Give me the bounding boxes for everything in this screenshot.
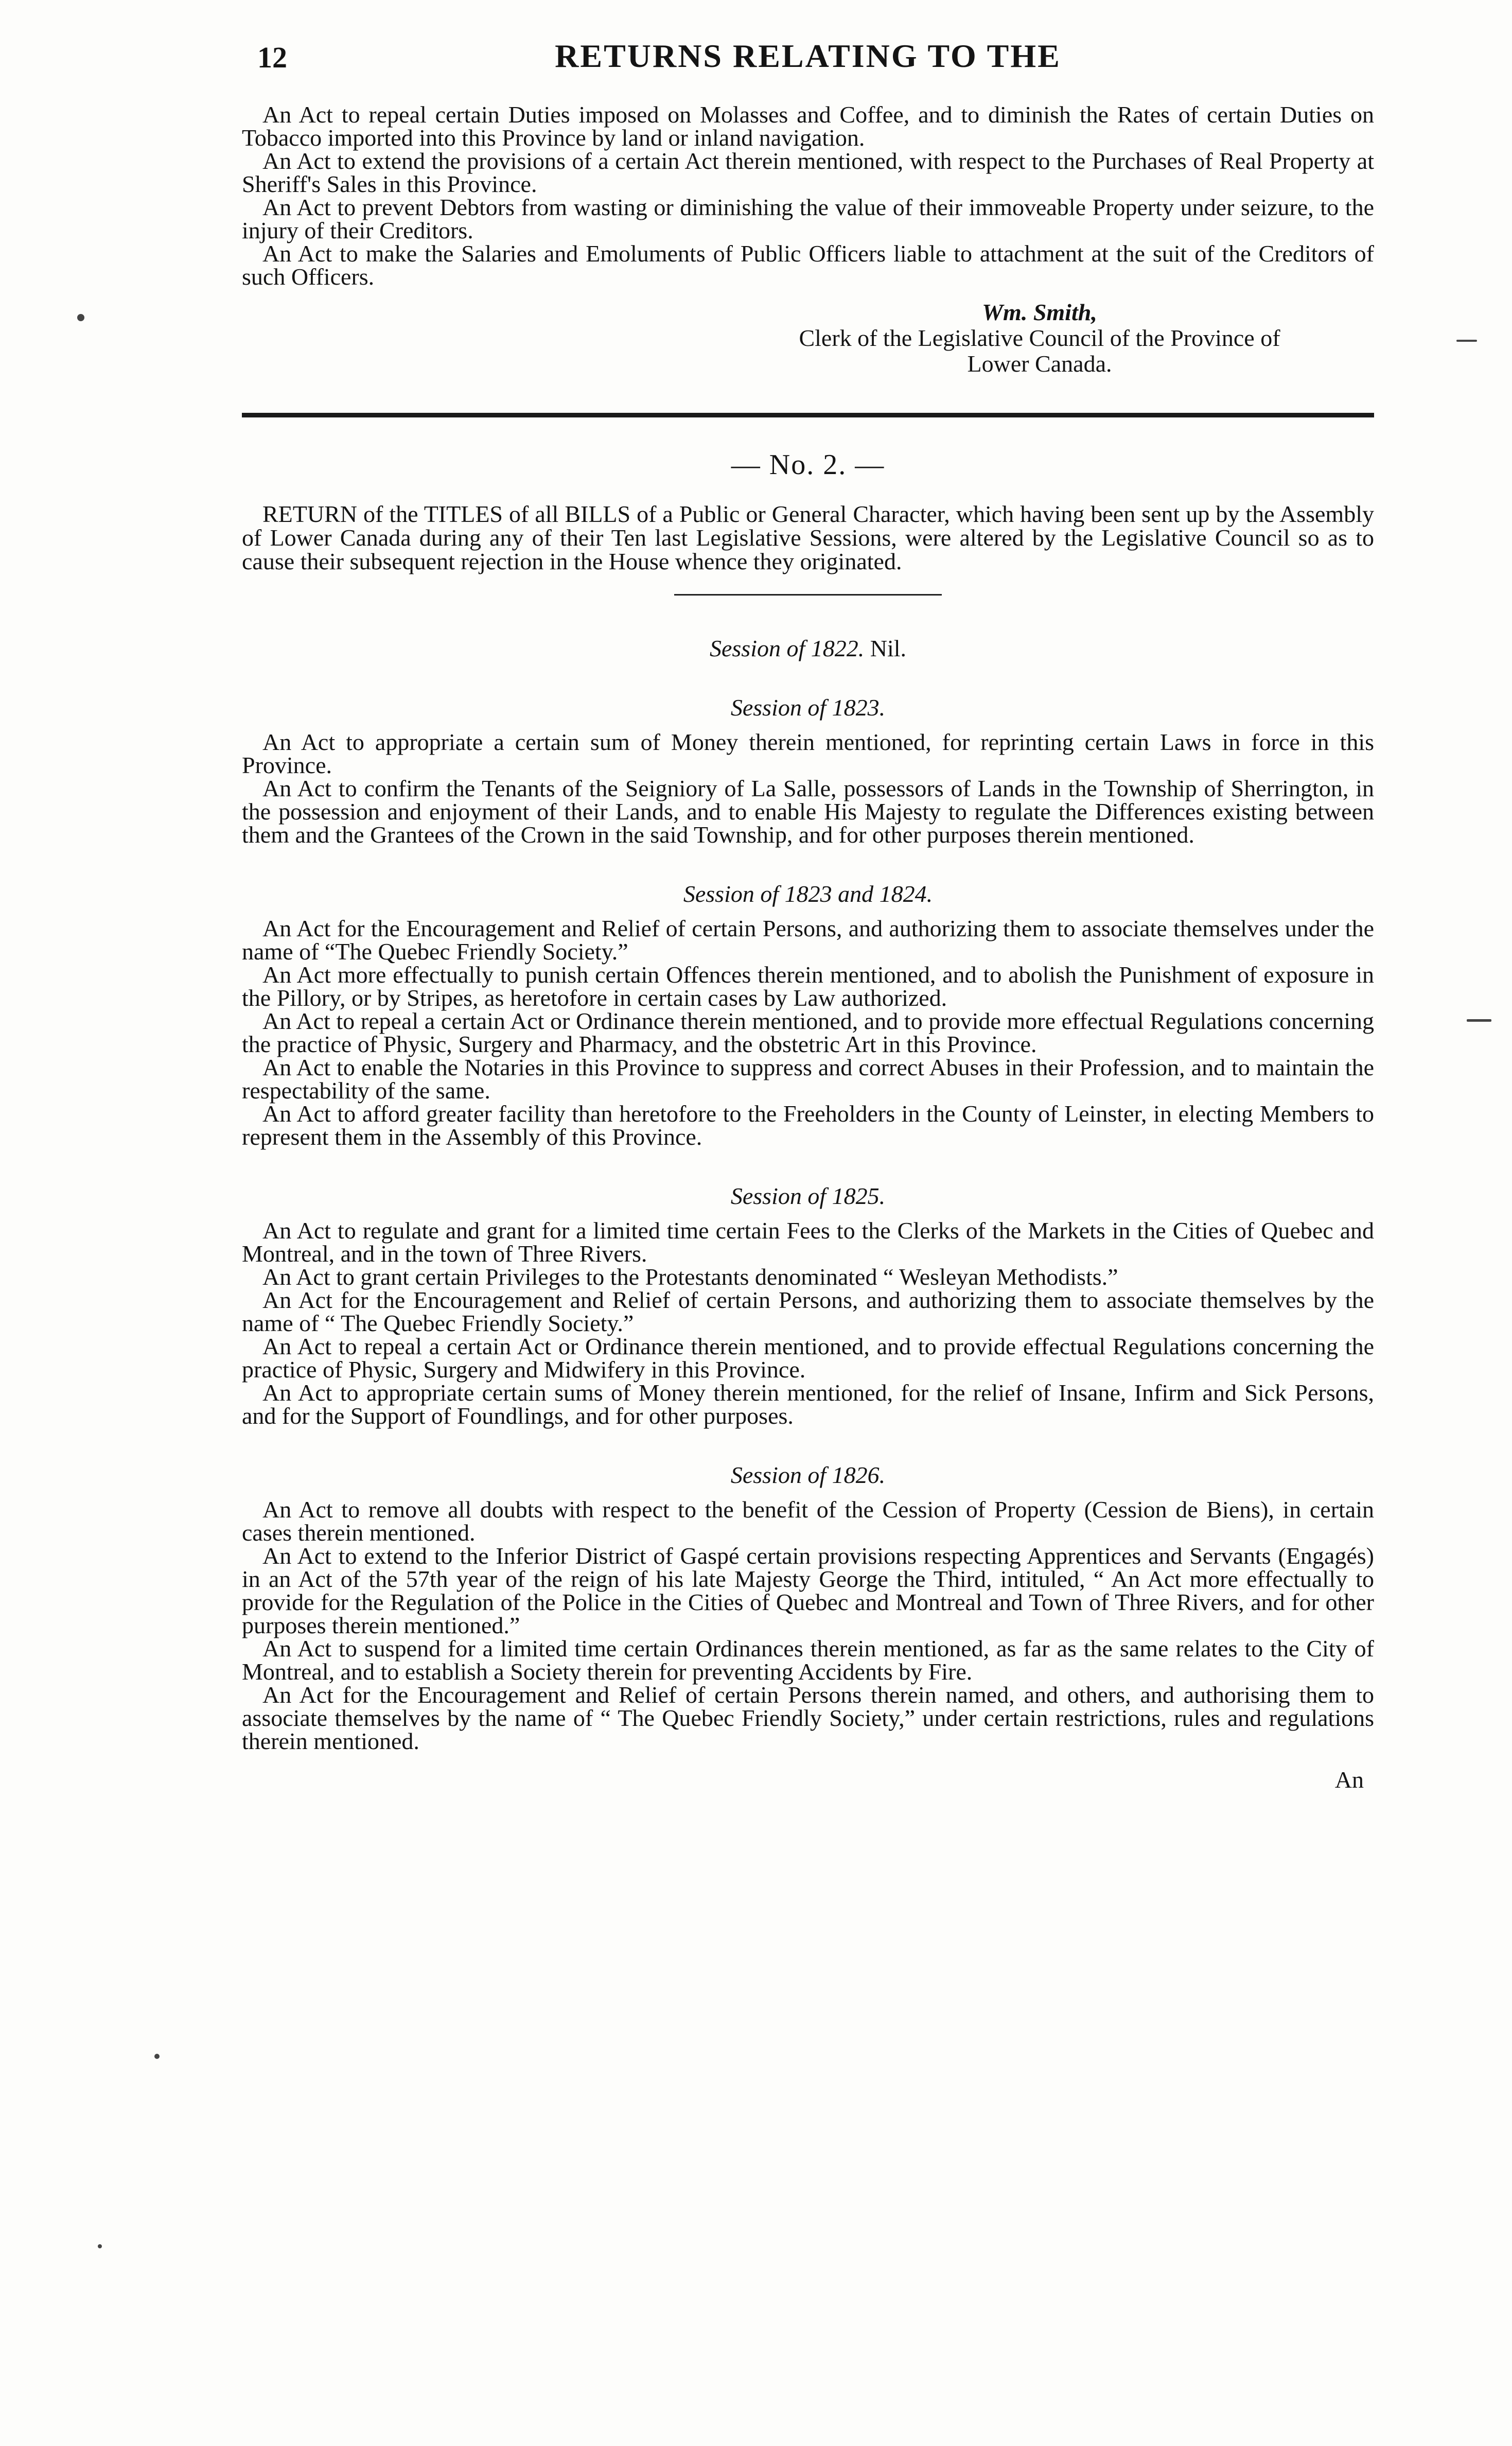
session-heading — [242, 1184, 1374, 1208]
signatory-title: Clerk of the Legislative Council of the Province of — [799, 325, 1280, 351]
session-heading — [242, 1463, 1374, 1487]
scan-speck — [1467, 1019, 1491, 1022]
session-heading — [242, 882, 1374, 905]
act-paragraph: An Act to prevent Debtors from wasting or diminishing the value of their immoveable Property under seizure, to the injury of their Creditors. — [242, 194, 1374, 243]
session-title: Session of 1823. — [730, 694, 886, 721]
act-paragraph: An Act to grant certain Privileges to the Protestants denominated “ Wesleyan Methodists.” — [262, 1264, 1118, 1290]
scan-speck — [77, 314, 84, 321]
session-note: Nil. — [870, 635, 907, 661]
act-paragraph: An Act to repeal a certain Act or Ordinance therein mentioned, and to provide more effectual Regulations concerning the practice of Physic, Surgery and Pharmacy, and the obstetric Art in this Province. — [242, 1008, 1374, 1057]
page-header — [242, 31, 1374, 77]
act-paragraph: An Act to make the Salaries and Emoluments of Public Officers liable to attachment at the suit of the Creditors of such Officers. — [242, 240, 1374, 290]
act-paragraph: An Act to extend to the Inferior District of Gaspé certain provisions respecting Apprentices and Servants (Engagés) in an Act of the 57th year of the reign of his late Majesty George the Third, intituled, “ An Act more effectually to provide for the Regulation of the Police in the Cities of Quebec and Montreal and Town of Three Rivers, and for other purposes therein mentioned.” — [242, 1543, 1374, 1638]
act-paragraph: An Act for the Encouragement and Relief of certain Persons, and authorizing them to associate themselves by the name of “ The Quebec Friendly Society.” — [242, 1287, 1374, 1336]
act-paragraph: An Act for the Encouragement and Relief of certain Persons therein named, and others, and authorising them to associate themselves by the name of “ The Quebec Friendly Society,” under certain restrictions, rules and regulations therein mentioned. — [242, 1682, 1374, 1754]
page-number: 12 — [257, 41, 287, 74]
act-paragraph: An Act to regulate and grant for a limited time certain Fees to the Clerks of the Markets in the Cities of Quebec and Montreal, and in the town of Three Rivers. — [242, 1217, 1374, 1267]
act-paragraph: An Act to enable the Notaries in this Province to suppress and correct Abuses in their Profession, and to maintain the respectability of the same. — [242, 1054, 1374, 1104]
act-paragraph: An Act to afford greater facility than heretofore to the Freeholders in the County of Leinster, in electing Members to represent them in the Assembly of this Province. — [242, 1100, 1374, 1150]
session-title: Session of 1823 and 1824. — [683, 881, 933, 907]
act-paragraph: An Act to repeal a certain Act or Ordinance therein mentioned, and to provide effectual Regulations concerning the practice of Physic, Surgery and Midwifery in this Province. — [242, 1333, 1374, 1383]
preceding-acts — [242, 103, 1374, 288]
section-divider — [242, 413, 1374, 417]
document-page — [242, 31, 1374, 2399]
session-title: Session of 1822. — [709, 635, 865, 661]
section-number: — No. 2. — — [731, 449, 885, 481]
act-paragraph: An Act to repeal certain Duties imposed on Molasses and Coffee, and to diminish the Rates of certain Duties on Tobacco imported into this Province by land or inland navigation. — [242, 101, 1374, 151]
body-text — [242, 103, 1374, 1791]
short-divider — [674, 594, 942, 596]
session-title: Session of 1825. — [730, 1183, 886, 1209]
act-paragraph: An Act to suspend for a limited time certain Ordinances therein mentioned, as far as the same relates to the City of Montreal, and to establish a Society therein for preventing Accidents by Fire. — [242, 1635, 1374, 1685]
catch-word: An — [1334, 1767, 1364, 1793]
act-paragraph: An Act to appropriate a certain sum of Money therein mentioned, for reprinting certain Laws in force in this Province. — [242, 729, 1374, 778]
act-paragraph: An Act more effectually to punish certain Offences therein mentioned, and to abolish the Punishment of exposure in the Pillory, or by Stripes, as heretofore in certain cases by Law authorized. — [242, 962, 1374, 1011]
act-paragraph: An Act for the Encouragement and Relief of certain Persons, and authorizing them to associate themselves under the name of “The Quebec Friendly Society.” — [242, 915, 1374, 965]
scan-speck — [1456, 340, 1477, 342]
signature-block — [705, 300, 1374, 377]
running-head: RETURNS RELATING TO THE — [555, 38, 1061, 74]
session-title: Session of 1826. — [730, 1462, 886, 1488]
act-paragraph: An Act to extend the provisions of a certain Act therein mentioned, with respect to the Purchases of Real Property at Sheriff's Sales in this Province. — [242, 148, 1374, 197]
scan-speck — [98, 2244, 102, 2248]
act-paragraph: An Act to appropriate certain sums of Money therein mentioned, for the relief of Insane, Infirm and Sick Persons, and for the Support of Foundlings, and for other purposes. — [242, 1379, 1374, 1429]
signatory-title-cont: Lower Canada. — [967, 351, 1112, 377]
return-description: RETURN of the TITLES of all BILLS of a Public or General Character, which having been sent up by the Assembly of Lower Canada during any of their Ten last Legislative Sessions, were altered by the Legislative Council so as to cause their subsequent rejection in the House whence they originated. — [242, 501, 1374, 574]
session-heading — [242, 696, 1374, 719]
scan-speck — [154, 2054, 160, 2059]
act-paragraph: An Act to remove all doubts with respect to the benefit of the Cession of Property (Cession de Biens), in certain cases therein mentioned. — [242, 1496, 1374, 1546]
act-paragraph: An Act to confirm the Tenants of the Seigniory of La Salle, possessors of Lands in the Township of Sherrington, in the possession and enjoyment of their Lands, and to enable His Majesty to regulate the Differences existing between them and the Grantees of the Crown in the said Township, and for other purposes therein mentioned. — [242, 775, 1374, 848]
session-heading — [242, 637, 1374, 660]
signatory-name: Wm. Smith, — [982, 299, 1097, 325]
